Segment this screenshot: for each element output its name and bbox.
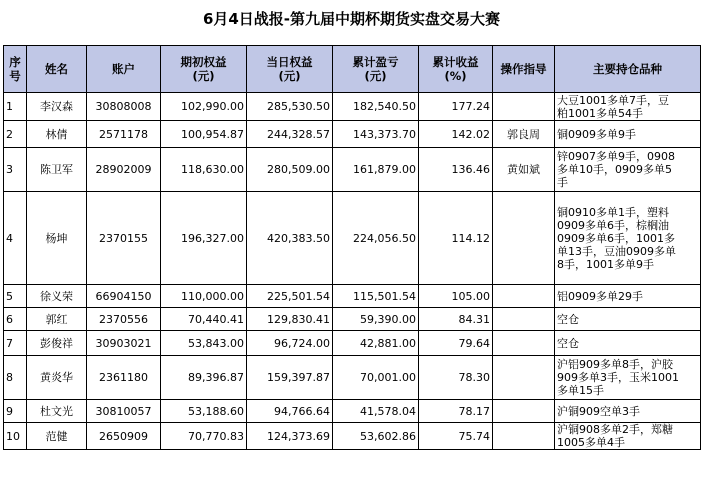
cell-guidance	[493, 308, 555, 331]
cell-cumulative-return: 78.17	[419, 400, 493, 423]
cell-cumulative-pnl: 224,056.50	[333, 192, 419, 285]
cell-cumulative-pnl: 41,578.04	[333, 400, 419, 423]
cell-index: 9	[4, 400, 27, 423]
cell-cumulative-pnl: 182,540.50	[333, 93, 419, 121]
table-header-row	[4, 46, 701, 93]
cell-cumulative-pnl: 161,879.00	[333, 148, 419, 192]
cell-name: 黄炎华	[27, 356, 87, 400]
header-index-line: 号	[9, 69, 21, 83]
position-line: 大豆1001多单7手，豆	[557, 93, 669, 107]
cell-cumulative-return: 75.74	[419, 423, 493, 450]
cell-index: 4	[4, 192, 27, 285]
cell-initial-equity: 110,000.00	[161, 285, 247, 308]
header-index	[4, 46, 27, 93]
cell-guidance	[493, 285, 555, 308]
cell-guidance	[493, 93, 555, 121]
cell-guidance	[493, 400, 555, 423]
page-title: 6月4日战报-第九届中期杯期货实盘交易大赛	[202, 10, 501, 28]
cell-cumulative-return: 114.12	[419, 192, 493, 285]
header-cumulative-pnl-unit: (元)	[364, 69, 387, 83]
table-row	[4, 192, 701, 285]
cell-account: 66904150	[87, 285, 161, 308]
cell-current-equity: 159,397.87	[247, 356, 333, 400]
cell-initial-equity: 53,188.60	[161, 400, 247, 423]
cell-cumulative-pnl: 143,373.70	[333, 121, 419, 148]
cell-cumulative-pnl: 53,602.86	[333, 423, 419, 450]
cell-main-positions	[555, 331, 701, 356]
cell-index: 6	[4, 308, 27, 331]
table-row	[4, 423, 701, 450]
header-cumulative-return-unit: (%)	[444, 69, 467, 83]
position-line: 1005多单4手	[557, 436, 625, 449]
position-line: 空仓	[557, 312, 579, 326]
cell-initial-equity: 53,843.00	[161, 331, 247, 356]
header-cumulative-pnl	[333, 46, 419, 93]
cell-main-positions	[555, 93, 701, 121]
cell-guidance: 郭良周	[493, 121, 555, 148]
cell-initial-equity: 118,630.00	[161, 148, 247, 192]
header-initial-equity-unit: (元)	[192, 69, 215, 83]
cell-main-positions	[555, 148, 701, 192]
position-line: 多单15手	[557, 384, 604, 397]
cell-name: 李汉森	[27, 93, 87, 121]
cell-cumulative-return: 78.30	[419, 356, 493, 400]
cell-index: 3	[4, 148, 27, 192]
cell-name: 林倩	[27, 121, 87, 148]
cell-cumulative-return: 84.31	[419, 308, 493, 331]
cell-initial-equity: 196,327.00	[161, 192, 247, 285]
header-initial-equity-line: 期初权益	[180, 55, 227, 69]
table-row	[4, 93, 701, 121]
header-initial-equity	[161, 46, 247, 93]
cell-cumulative-pnl: 59,390.00	[333, 308, 419, 331]
position-line: 铝0909多单29手	[557, 289, 643, 303]
cell-initial-equity: 102,990.00	[161, 93, 247, 121]
position-line: 铜0909多单9手	[557, 127, 636, 141]
cell-account: 30808008	[87, 93, 161, 121]
table-row	[4, 121, 701, 148]
header-cumulative-pnl-line: 累计盈亏	[352, 55, 399, 69]
cell-index: 10	[4, 423, 27, 450]
cell-guidance	[493, 423, 555, 450]
cell-index: 1	[4, 93, 27, 121]
table-row	[4, 308, 701, 331]
header-account: 账户	[87, 46, 161, 93]
table-body	[4, 93, 701, 450]
cell-cumulative-return: 105.00	[419, 285, 493, 308]
position-line: 909多单3手，玉米1001	[557, 371, 679, 384]
table-row	[4, 285, 701, 308]
position-line: 8手，1001多单9手	[557, 257, 654, 271]
position-line: 多单10手，0909多单5	[557, 163, 672, 176]
cell-cumulative-pnl: 70,001.00	[333, 356, 419, 400]
header-current-equity-line: 当日权益	[266, 55, 313, 69]
position-line: 沪铜908多单2手，郑糖	[557, 423, 673, 436]
cell-cumulative-return: 177.24	[419, 93, 493, 121]
cell-current-equity: 129,830.41	[247, 308, 333, 331]
cell-current-equity: 285,530.50	[247, 93, 333, 121]
table-row	[4, 331, 701, 356]
position-line: 0909多单6手，棕榈油	[557, 218, 669, 232]
cell-name: 彭俊祥	[27, 331, 87, 356]
cell-account: 28902009	[87, 148, 161, 192]
table-row	[4, 356, 701, 400]
results-table	[3, 45, 701, 450]
cell-account: 30810057	[87, 400, 161, 423]
cell-current-equity: 420,383.50	[247, 192, 333, 285]
cell-initial-equity: 100,954.87	[161, 121, 247, 148]
cell-name: 陈卫军	[27, 148, 87, 192]
cell-initial-equity: 70,770.83	[161, 423, 247, 450]
cell-index: 5	[4, 285, 27, 308]
cell-main-positions	[555, 308, 701, 331]
header-main-positions: 主要持仓品种	[555, 46, 701, 93]
cell-current-equity: 96,724.00	[247, 331, 333, 356]
cell-guidance	[493, 356, 555, 400]
cell-cumulative-return: 142.02	[419, 121, 493, 148]
cell-guidance	[493, 331, 555, 356]
cell-account: 2571178	[87, 121, 161, 148]
cell-index: 7	[4, 331, 27, 356]
cell-cumulative-pnl: 115,501.54	[333, 285, 419, 308]
header-guidance: 操作指导	[493, 46, 555, 93]
cell-main-positions	[555, 121, 701, 148]
position-line: 沪铝909多单8手，沪胶	[557, 358, 673, 371]
cell-main-positions	[555, 285, 701, 308]
header-current-equity-unit: (元)	[278, 69, 301, 83]
position-line: 手	[557, 176, 568, 189]
header-cumulative-return-line: 累计收益	[432, 55, 479, 69]
header-index-line: 序	[9, 55, 21, 69]
cell-current-equity: 124,373.69	[247, 423, 333, 450]
position-line: 沪铜909空单3手	[557, 404, 640, 418]
header-cumulative-return	[419, 46, 493, 93]
cell-current-equity: 94,766.64	[247, 400, 333, 423]
cell-initial-equity: 70,440.41	[161, 308, 247, 331]
cell-cumulative-return: 136.46	[419, 148, 493, 192]
cell-account: 2650909	[87, 423, 161, 450]
header-name: 姓名	[27, 46, 87, 93]
cell-initial-equity: 89,396.87	[161, 356, 247, 400]
cell-guidance	[493, 192, 555, 285]
cell-current-equity: 280,509.00	[247, 148, 333, 192]
cell-name: 杨坤	[27, 192, 87, 285]
cell-name: 郭红	[27, 308, 87, 331]
cell-cumulative-return: 79.64	[419, 331, 493, 356]
cell-account: 2361180	[87, 356, 161, 400]
cell-account: 30903021	[87, 331, 161, 356]
position-line: 空仓	[557, 336, 579, 350]
cell-main-positions	[555, 356, 701, 400]
cell-current-equity: 244,328.57	[247, 121, 333, 148]
table-row	[4, 400, 701, 423]
cell-cumulative-pnl: 42,881.00	[333, 331, 419, 356]
position-line: 0909多单6手，1001多	[557, 231, 675, 245]
cell-main-positions	[555, 400, 701, 423]
table-row	[4, 148, 701, 192]
cell-account: 2370556	[87, 308, 161, 331]
cell-name: 范健	[27, 423, 87, 450]
cell-index: 2	[4, 121, 27, 148]
cell-main-positions	[555, 192, 701, 285]
position-line: 单13手，豆油0909多单	[557, 244, 676, 258]
cell-guidance: 黄如斌	[493, 148, 555, 192]
cell-account: 2370155	[87, 192, 161, 285]
cell-index: 8	[4, 356, 27, 400]
position-line: 铜0910多单1手，塑料	[557, 205, 669, 219]
header-current-equity	[247, 46, 333, 93]
position-line: 锌0907多单9手，0908	[557, 150, 675, 163]
cell-name: 杜文光	[27, 400, 87, 423]
cell-name: 徐义荣	[27, 285, 87, 308]
cell-current-equity: 225,501.54	[247, 285, 333, 308]
position-line: 粕1001多单54手	[557, 106, 643, 120]
cell-main-positions	[555, 423, 701, 450]
